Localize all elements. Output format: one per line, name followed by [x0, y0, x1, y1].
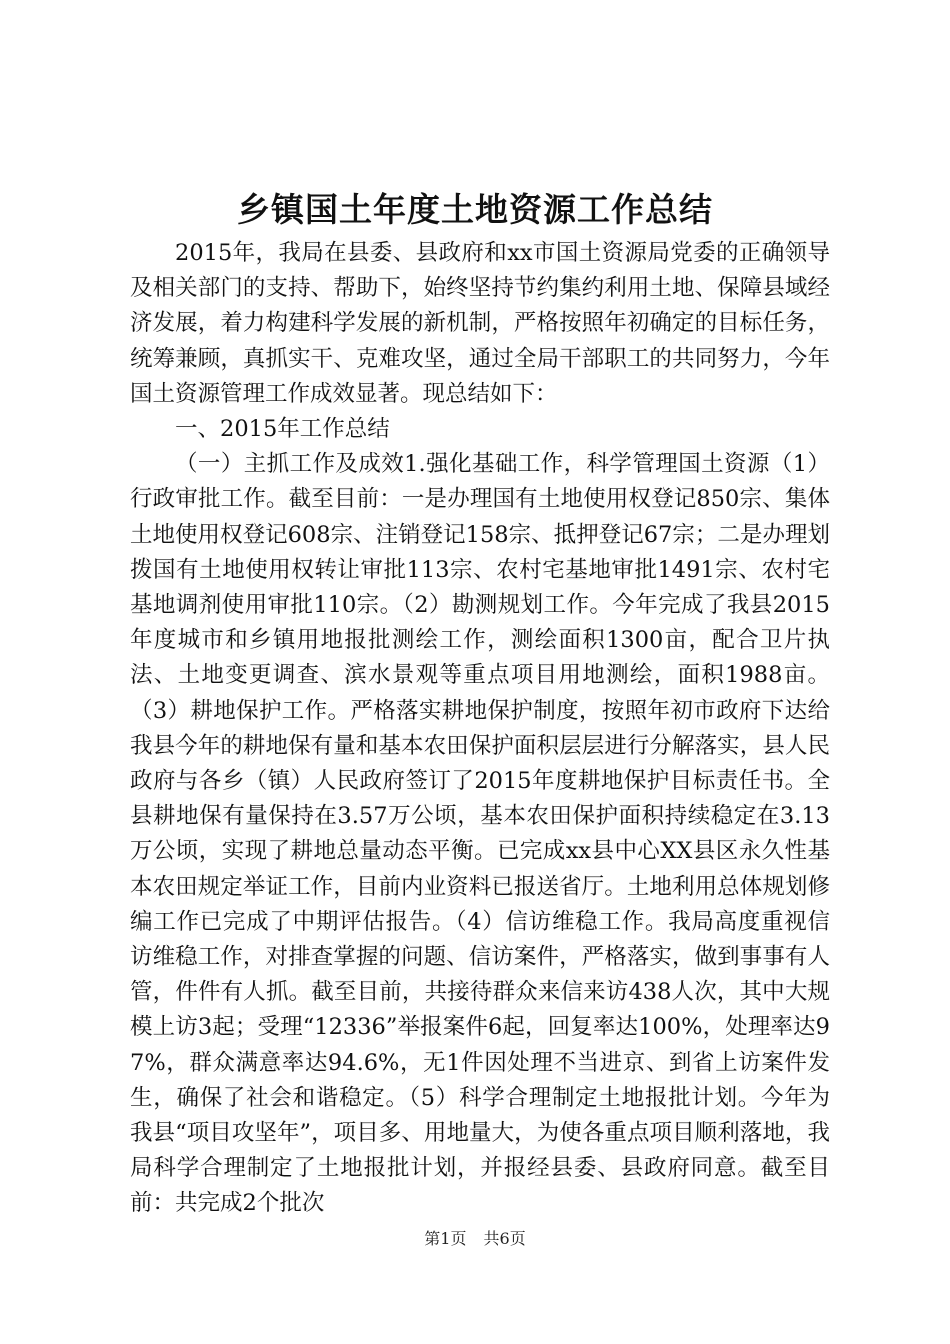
page-total: 共6页	[483, 1229, 526, 1248]
paragraph-intro: 2015年，我局在县委、县政府和xx市国土资源局党委的正确领导及相关部门的支持、帮助下，始终坚持节约集约利用土地、保障县域经济发展，着力构建科学发展的新机制，严格按照年初确定的目标任务，统筹兼顾，真抓实干、克难攻坚，通过全局干部职工的共同努力，今年国土资源管理工作成效显著。现总结如下：	[130, 240, 830, 407]
page-number: 第1页	[424, 1229, 467, 1248]
page-footer	[0, 1228, 950, 1250]
paragraph-main: （一）主抓工作及成效1.强化基础工作，科学管理国土资源（1）行政审批工作。截至目前：一是办理国有土地使用权登记850宗、集体土地使用权登记608宗、注销登记158宗、抵押登记67宗；二是办理划拨国有土地使用权转让审批113宗、农村宅基地审批1491宗、农村宅基地调剂使用审批110宗。（2）勘测规划工作。今年完成了我县2015年度城市和乡镇用地报批测绘工作，测绘面积1300亩，配合卫片执法、土地变更调查、滨水景观等重点项目用地测绘，面积1988亩。（3）耕地保护工作。严格落实耕地保护制度，按照年初市政府下达给我县今年的耕地保有量和基本农田保护面积层层进行分解落实，县人民政府与各乡（镇）人民政府签订了2015年度耕地保护目标责任书。全县耕地保有量保持在3.57万公顷，基本农田保护面积持续稳定在3.13万公顷，实现了耕地总量动态平衡。已完成xx县中心XX县区永久性基本农田规定举证工作，目前内业资料已报送省厅。土地利用总体规划修编工作已完成了中期评估报告。（4）信访维稳工作。我局高度重视信访维稳工作，对排查掌握的问题、信访案件，严格落实，做到事事有人管，件件有人抓。截至目前，共接待群众来信来访438人次，其中大规模上访3起；受理“12336”举报案件6起，回复率达100%，处理率达97%，群众满意率达94.6%，无1件因处理不当进京、到省上访案件发生，确保了社会和谐稳定。（5）科学合理制定土地报批计划。今年为我县“项目攻坚年”，项目多、用地量大，为使各重点项目顺利落地，我局科学合理制定了土地报批计划，并报经县委、县政府同意。截至目前：共完成2个批次	[130, 451, 830, 1217]
section-heading: 一、2015年工作总结	[175, 416, 390, 443]
document-body	[130, 236, 830, 1222]
document-title: 乡镇国土年度土地资源工作总结	[237, 190, 713, 229]
